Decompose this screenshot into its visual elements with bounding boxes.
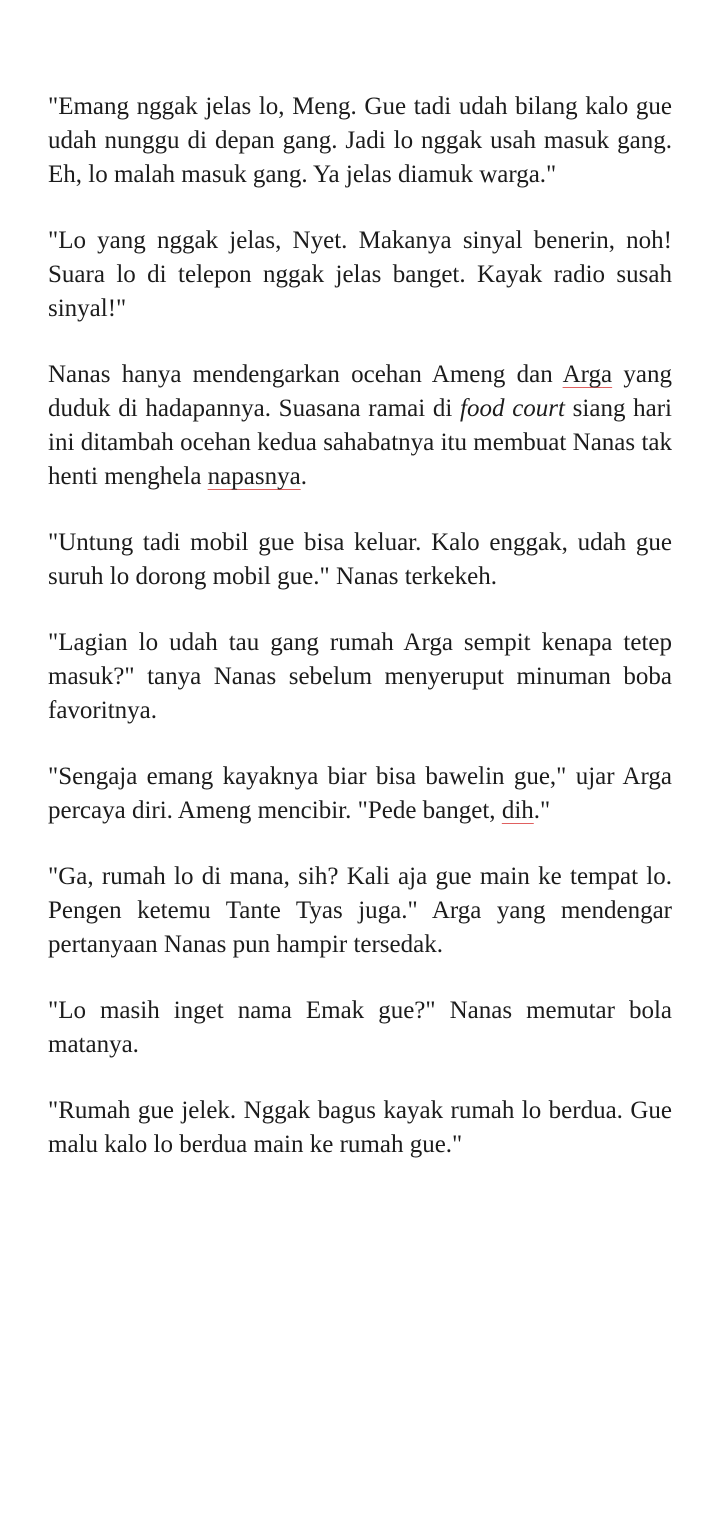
paragraph-2: "Lo yang nggak jelas, Nyet. Makanya sinyal benerin, noh! Suara lo di telepon nggak jelas banget. Kayak radio susah sinyal!" xyxy=(48,227,672,322)
spellcheck-word-napasnya[interactable]: napasnya xyxy=(207,463,301,490)
story-text xyxy=(48,90,672,1194)
spellcheck-word-dih[interactable]: dih xyxy=(501,797,534,824)
paragraph-7: "Ga, rumah lo di mana, sih? Kali aja gue main ke tempat lo. Pengen ketemu Tante Tyas juga." Arga yang mendengar pertanyaan Nanas pun hampir tersedak. xyxy=(48,863,672,958)
text-run: "Sengaja emang kayaknya biar bisa bawelin gue," ujar Arga percaya diri. Ameng mencibir. "Pede banget, xyxy=(48,763,672,824)
text-run: ." xyxy=(533,797,551,824)
text-run: . xyxy=(300,463,307,490)
text-run: yang duduk di hadapannya. Suasana ramai di xyxy=(48,361,672,422)
paragraph-4: "Untung tadi mobil gue bisa keluar. Kalo enggak, udah gue suruh lo dorong mobil gue." Nanas terkekeh. xyxy=(48,529,672,590)
text-run: siang hari ini ditambah ocehan kedua sahabatnya itu membuat Nanas tak henti menghela xyxy=(48,395,673,490)
spellcheck-word-arga[interactable]: Arga xyxy=(562,361,613,388)
italic-term: food court xyxy=(460,395,565,422)
paragraph-1: "Emang nggak jelas lo, Meng. Gue tadi udah bilang kalo gue udah nunggu di depan gang. Jadi lo nggak usah masuk gang. Eh, lo malah masuk gang. Ya jelas diamuk warga." xyxy=(48,93,672,188)
paragraph-5: "Lagian lo udah tau gang rumah Arga sempit kenapa tetep masuk?" tanya Nanas sebelum menyeruput minuman boba favoritnya. xyxy=(48,629,672,724)
text-run: Nanas hanya mendengarkan ocehan Ameng dan xyxy=(48,361,563,388)
paragraph-9: "Rumah gue jelek. Nggak bagus kayak rumah lo berdua. Gue malu kalo lo berdua main ke rumah gue." xyxy=(48,1097,672,1158)
paragraph-8: "Lo masih inget nama Emak gue?" Nanas memutar bola matanya. xyxy=(48,997,672,1058)
paragraph-3 xyxy=(48,358,672,494)
paragraph-6 xyxy=(48,760,672,828)
